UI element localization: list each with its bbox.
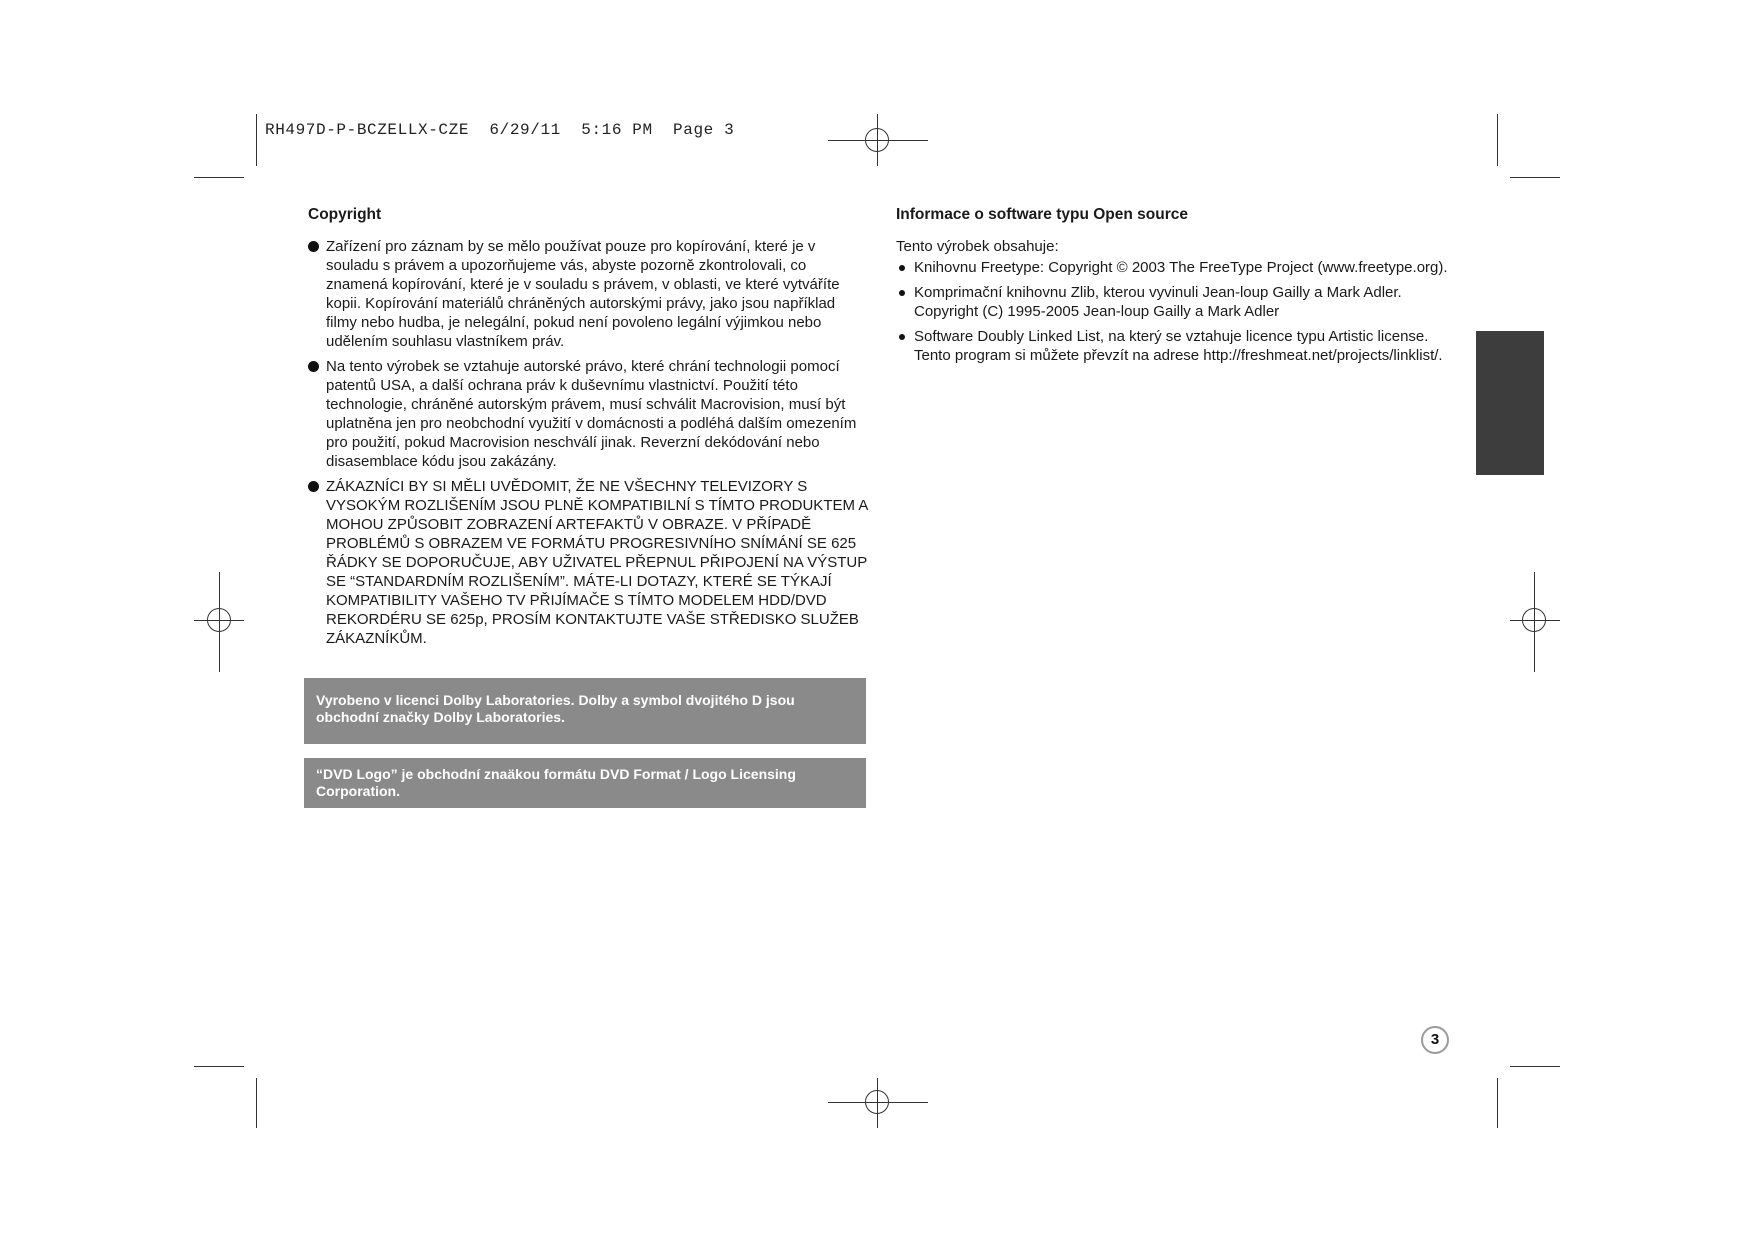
crop-mark xyxy=(194,1066,244,1067)
list-item: Software Doubly Linked List, na který se vztahuje licence typu Artistic license. Tento program si můžete převzít na adrese http://freshmeat.net/projects/linklist/. xyxy=(896,327,1466,365)
open-source-list xyxy=(896,258,1466,365)
bullet-icon xyxy=(308,481,319,492)
bullet-icon xyxy=(899,334,905,340)
copyright-heading: Copyright xyxy=(308,206,382,223)
crop-mark xyxy=(256,1078,257,1128)
language-tab xyxy=(1476,331,1544,475)
list-item: Na tento výrobek se vztahuje autorské právo, které chrání technologii pomocí patentů USA, a další ochrana práv k duševnímu vlastnictví. Použití této technologie, chráněné autorským právem, musí schválit Macrovision, musí být uplatněna jen pro neobchodní využití v domácnosti a podléhá dalším omezením pro použití, pokud Macrovision neschválí jinak. Reverzní dekódování nebo disasemblace kódu jsou zakázány. xyxy=(308,357,868,471)
dvd-logo-notice: “DVD Logo” je obchodní znaäkou formátu DVD Format / Logo Licensing Corporation. xyxy=(304,758,866,808)
list-item: Knihovnu Freetype: Copyright © 2003 The FreeType Project (www.freetype.org). xyxy=(896,258,1466,277)
page-number: 3 xyxy=(1421,1026,1449,1054)
bullet-icon xyxy=(899,265,905,271)
print-slug: RH497D-P-BCZELLX-CZE 6/29/11 5:16 PM Page 3 xyxy=(265,121,735,139)
crop-mark xyxy=(1510,1066,1560,1067)
copyright-section xyxy=(308,206,868,654)
copyright-list xyxy=(308,237,868,648)
crop-mark xyxy=(256,114,257,166)
bullet-icon xyxy=(308,241,319,252)
open-source-heading: Informace o software typu Open source xyxy=(896,206,1188,223)
crop-mark xyxy=(194,177,244,178)
bullet-icon xyxy=(308,361,319,372)
dolby-notice: Vyrobeno v licenci Dolby Laboratories. Dolby a symbol dvojitého D jsou obchodní značky Dolby Laboratories. xyxy=(304,678,866,744)
open-source-intro: Tento výrobek obsahuje: xyxy=(896,238,1059,255)
bullet-icon xyxy=(899,290,905,296)
crop-mark xyxy=(1497,1078,1498,1128)
list-item: Zařízení pro záznam by se mělo používat pouze pro kopírování, které je v souladu s právem a upozorňujeme vás, abyste pozorně zkontrolovali, co znamená kopírování, které je v souladu s právem, v oblasti, ve které vytváříte kopii. Kopírování materiálů chráněných autorskými právy, jako jsou například filmy nebo hudba, je nelegální, pokud není povoleno legální výjimkou nebo udělením souhlasu vlastníkem práv. xyxy=(308,237,868,351)
crop-mark xyxy=(1510,177,1560,178)
open-source-section xyxy=(896,206,1466,371)
crop-mark xyxy=(1497,114,1498,166)
list-item: Komprimační knihovnu Zlib, kterou vyvinuli Jean-loup Gailly a Mark Adler. Copyright (C) 1995-2005 Jean-loup Gailly a Mark Adler xyxy=(896,283,1466,321)
list-item: ZÁKAZNÍCI BY SI MĚLI UVĚDOMIT, ŽE NE VŠECHNY TELEVIZORY S VYSOKÝM ROZLIŠENÍM JSOU PLNĚ KOMPATIBILNÍ S TÍMTO PRODUKTEM A MOHOU ZPŮSOBIT ZOBRAZENÍ ARTEFAKTŮ V OBRAZE. V PŘÍPADĚ PROBLÉMŮ S OBRAZEM VE FORMÁTU PROGRESIVNÍHO SNÍMÁNÍ SE 625 ŘÁDKY SE DOPORUČUJE, ABY UŽIVATEL PŘEPNUL PŘIPOJENÍ NA VÝSTUP SE “STANDARDNÍM ROZLIŠENÍM”. MÁTE-LI DOTAZY, KTERÉ SE TÝKAJÍ KOMPATIBILITY VAŠEHO TV PŘIJÍMAČE S TÍMTO MODELEM HDD/DVD REKORDÉRU SE 625p, PROSÍM KONTAKTUJTE VAŠE STŘEDISKO SLUŽEB ZÁKAZNÍKŮM. xyxy=(308,477,868,648)
